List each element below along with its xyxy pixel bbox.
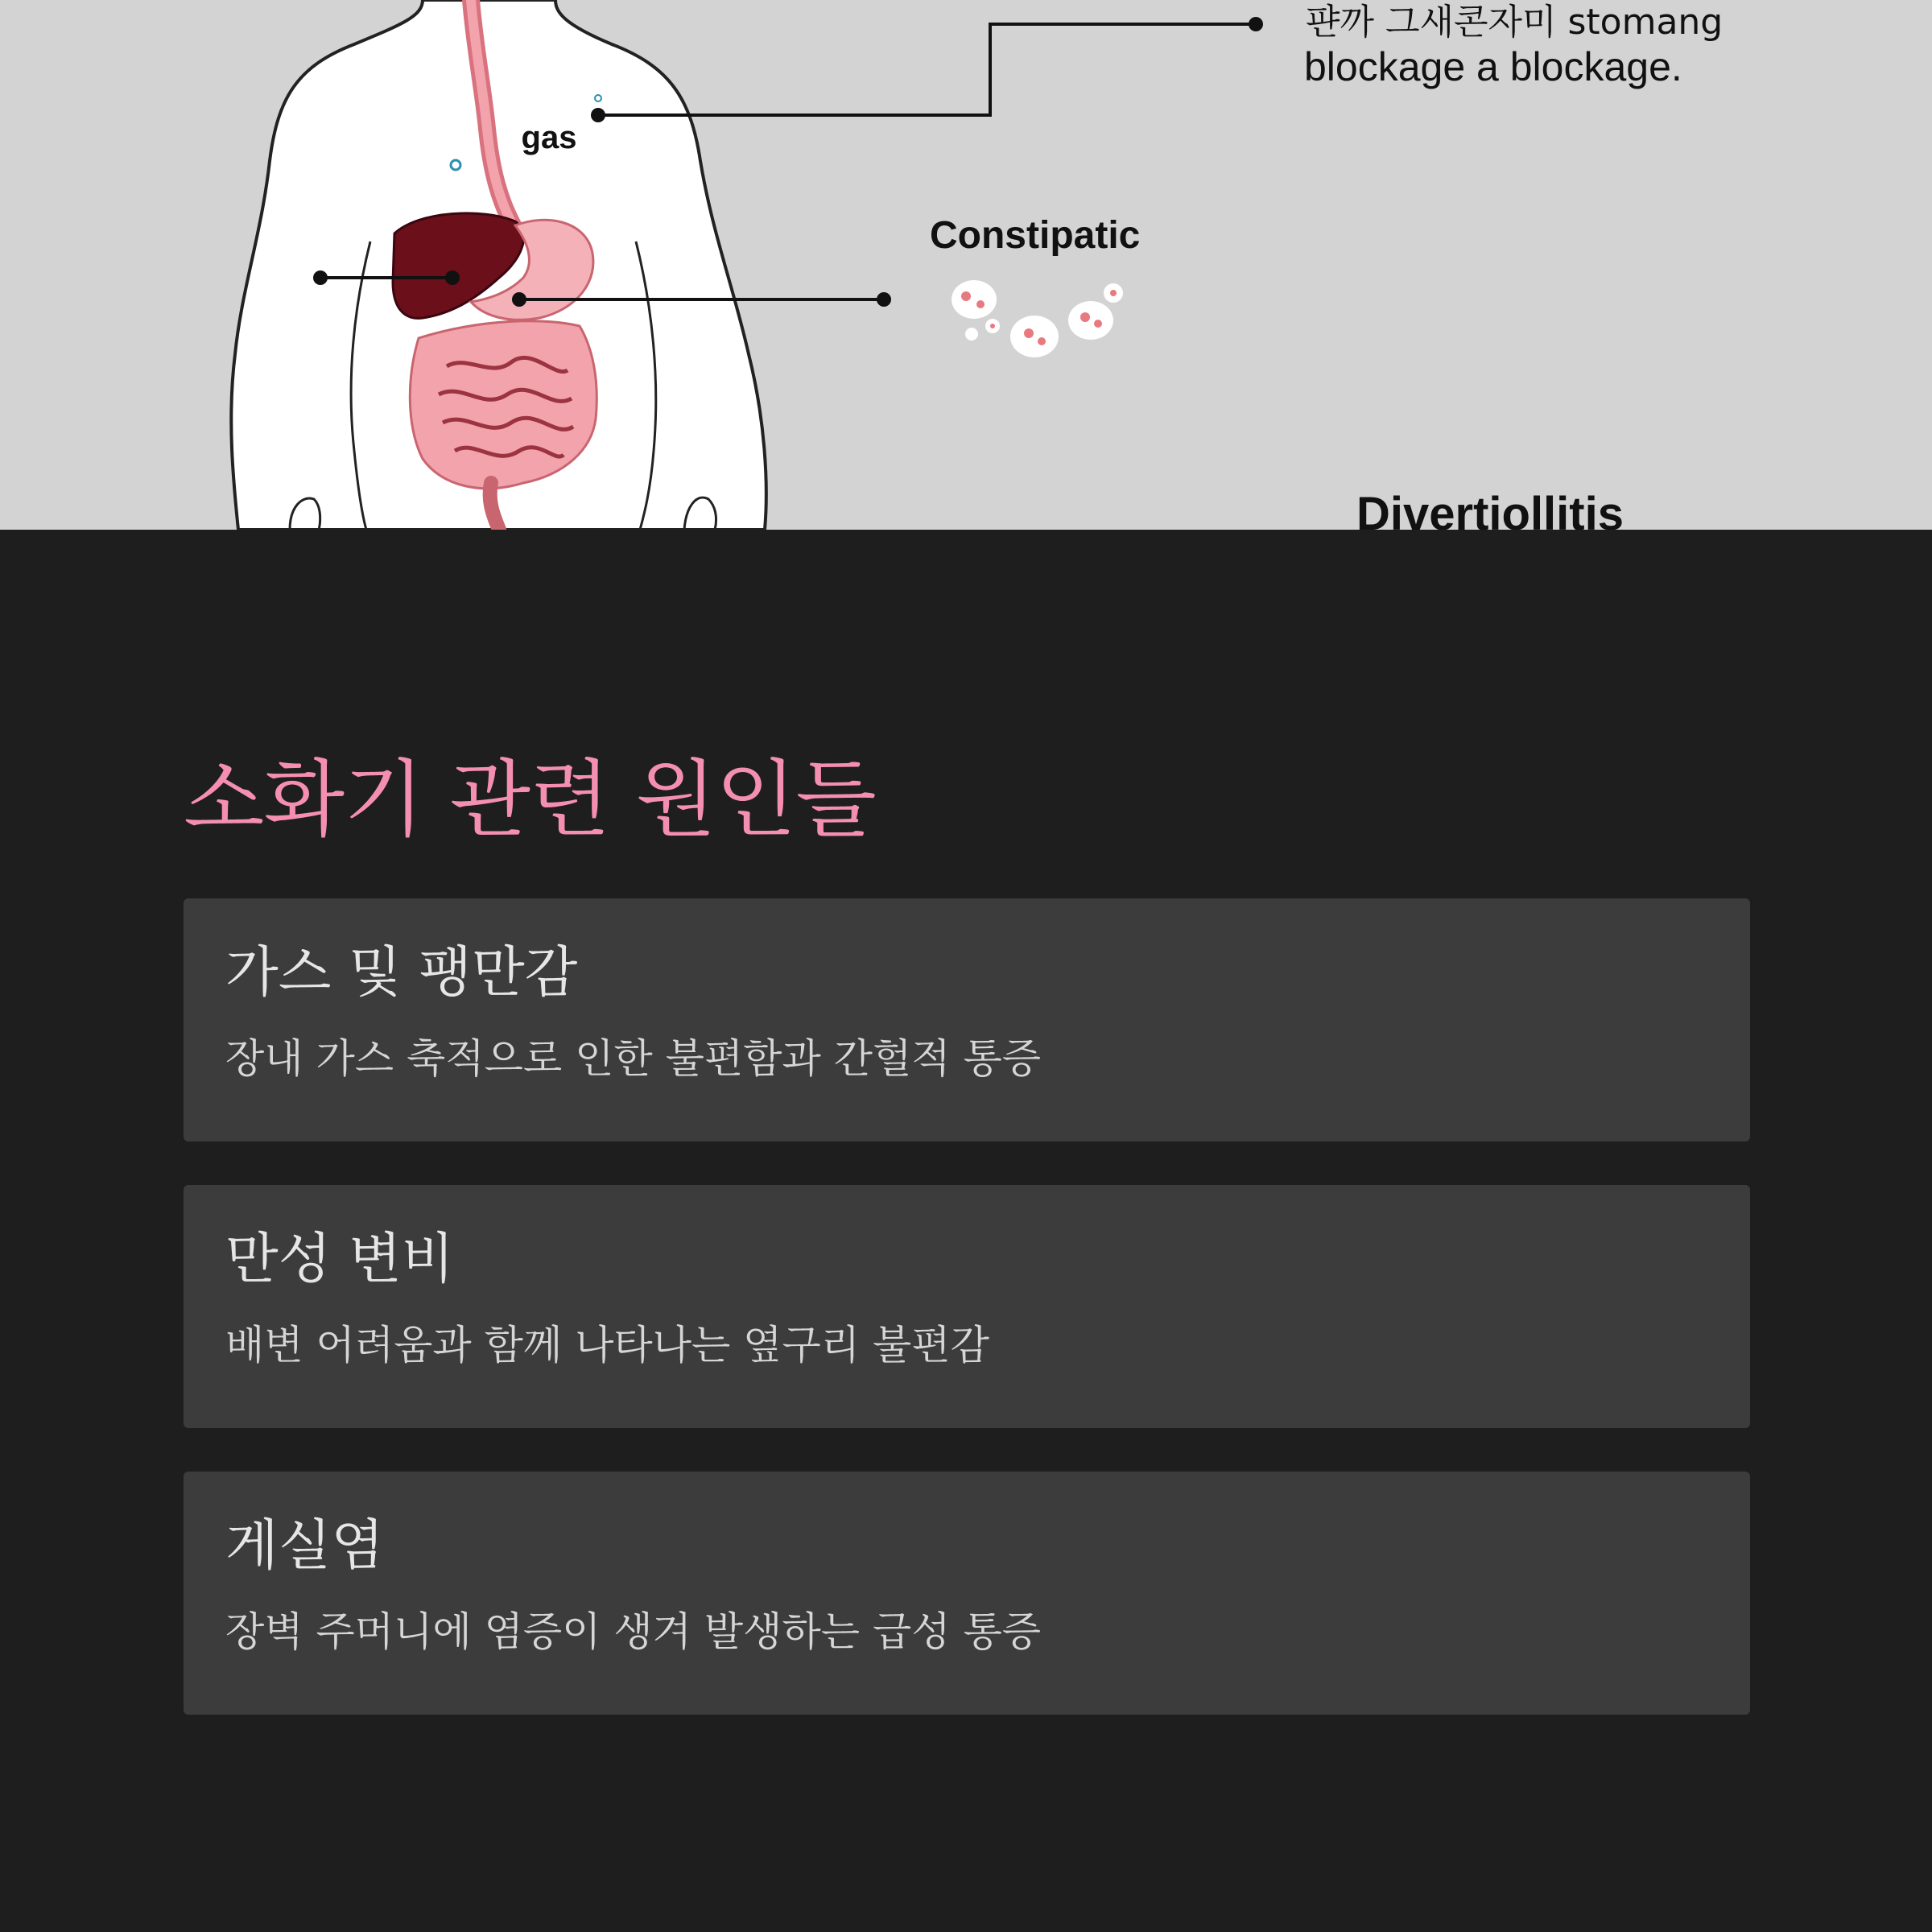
cause-card-diverticulitis: [184, 1472, 1750, 1715]
label-gas: gas: [521, 120, 577, 155]
pointer-dot: [1249, 17, 1263, 31]
section-title: 소화기 관련 원인들: [184, 750, 876, 848]
pointer-dot: [313, 270, 328, 285]
cause-card-gas: [184, 898, 1750, 1141]
card-title: 만성 변비: [225, 1228, 455, 1291]
constipation-icon: [952, 280, 1123, 357]
cause-card-list: [184, 898, 1750, 1758]
pointer-dot: [445, 270, 460, 285]
label-diverticulitis: Divertiollitis: [1356, 488, 1624, 530]
label-constipation: Constipatic: [930, 214, 1141, 257]
card-description: 장내 가스 축적으로 인한 불편함과 간헐적 통증: [225, 1034, 1042, 1082]
card-description: 배변 어려움과 함께 나타나는 옆구리 불편감: [225, 1321, 989, 1368]
label-top-callout-line1: 퍈까 그새콘자미 stomang: [1306, 2, 1724, 43]
card-description: 장벽 주머니에 염증이 생겨 발생하는 급성 통증: [225, 1608, 1042, 1655]
card-title: 게실염: [225, 1514, 385, 1578]
illustration-svg: [0, 0, 1932, 530]
cause-card-constipation: [184, 1185, 1750, 1428]
pointer-dot: [512, 292, 526, 307]
pointer-dot: [877, 292, 891, 307]
digestive-illustration: [0, 0, 1932, 530]
large-intestine: [410, 321, 597, 489]
card-title: 가스 및 팽만감: [225, 941, 578, 1005]
label-top-callout-line2: blockage a blockage.: [1304, 44, 1682, 89]
pointer-dot: [591, 108, 605, 122]
pointer-line-gas: [598, 24, 1256, 115]
